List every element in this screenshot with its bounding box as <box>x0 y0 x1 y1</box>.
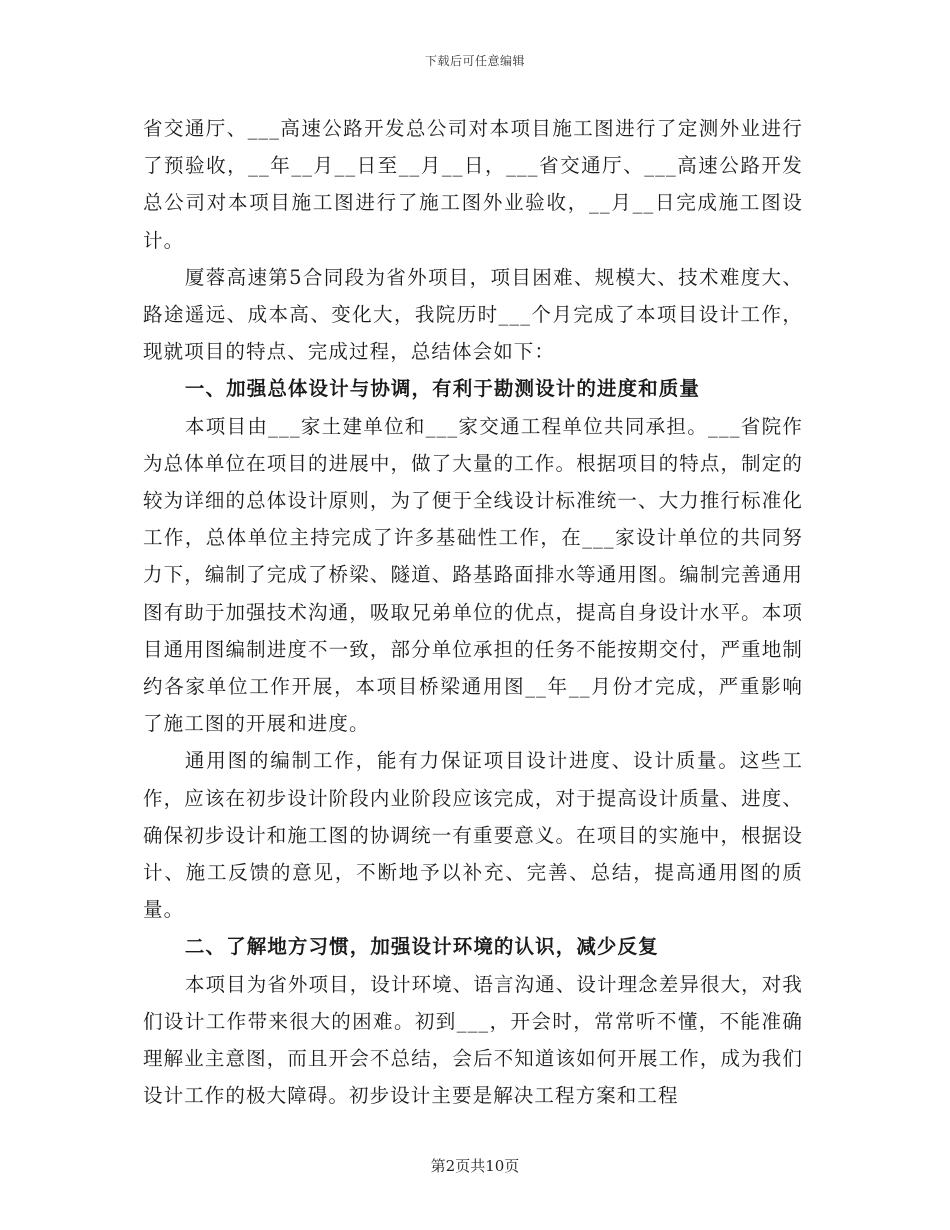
paragraph-3: 本项目由___家土建单位和___家交通工程单位共同承担。___省院作为总体单位在项目的进展中，做了大量的工作。根据项目的特点，制定的较为详细的总体设计原则，为了便于全线设计标准统一、大力推行标准化工作，总体单位主持完成了许多基础性工作，在___家设计单位的共同努力下，编制了完成了桥梁、隧道、路基路面排水等通用图。编制完善通用图有助于加强技术沟通，吸取兄弟单位的优点，提高自身设计水平。本项目通用图编制进度不一致，部分单位承担的任务不能按期交付，严重地制约各家单位工作开展，本项目桥梁通用图__年__月份才完成，严重影响了施工图的开展和进度。 <box>143 414 803 736</box>
paragraph-1: 省交通厅、___高速公路开发总公司对本项目施工图进行了定测外业进行了预验收，__年__月__日至__月__日，___省交通厅、___高速公路开发总公司对本项目施工图进行了施工图外业验收，__月__日完成施工图设计。 <box>143 117 803 252</box>
paragraph-5: 本项目为省外项目，设计环境、语言沟通、设计理念差异很大，对我们设计工作带来很大的困难。初到___，开会时，常常听不懂，不能准确理解业主意图，而且开会不总结，会后不知道该如何开展工作，成为我们设计工作的极大障碍。初步设计主要是解决工程方案和工程 <box>143 972 803 1108</box>
document-body <box>143 110 803 1114</box>
page-number: 第2页共10页 <box>430 1157 520 1175</box>
section-heading-2: 二、了解地方习惯，加强设计环境的认识，减少反复 <box>184 935 659 959</box>
page-header-note: 下载后可任意编辑 <box>424 54 525 68</box>
paragraph-4: 通用图的编制工作，能有力保证项目设计进度、设计质量。这些工作，应该在初步设计阶段内业阶段应该完成，对于提高设计质量、进度、确保初步设计和施工图的协调统一有重要意义。在项目的实施中，根据设计、施工反馈的意见，不断地予以补充、完善、总结，提高通用图的质量。 <box>143 749 803 922</box>
section-heading-1: 一、加强总体设计与协调，有利于勘测设计的进度和质量 <box>184 377 700 401</box>
paragraph-2: 厦蓉高速第5合同段为省外项目，项目困难、规模大、技术难度大、路途遥远、成本高、变化大，我院历时___个月完成了本项目设计工作，现就项目的特点、完成过程，总结体会如下： <box>143 265 803 364</box>
